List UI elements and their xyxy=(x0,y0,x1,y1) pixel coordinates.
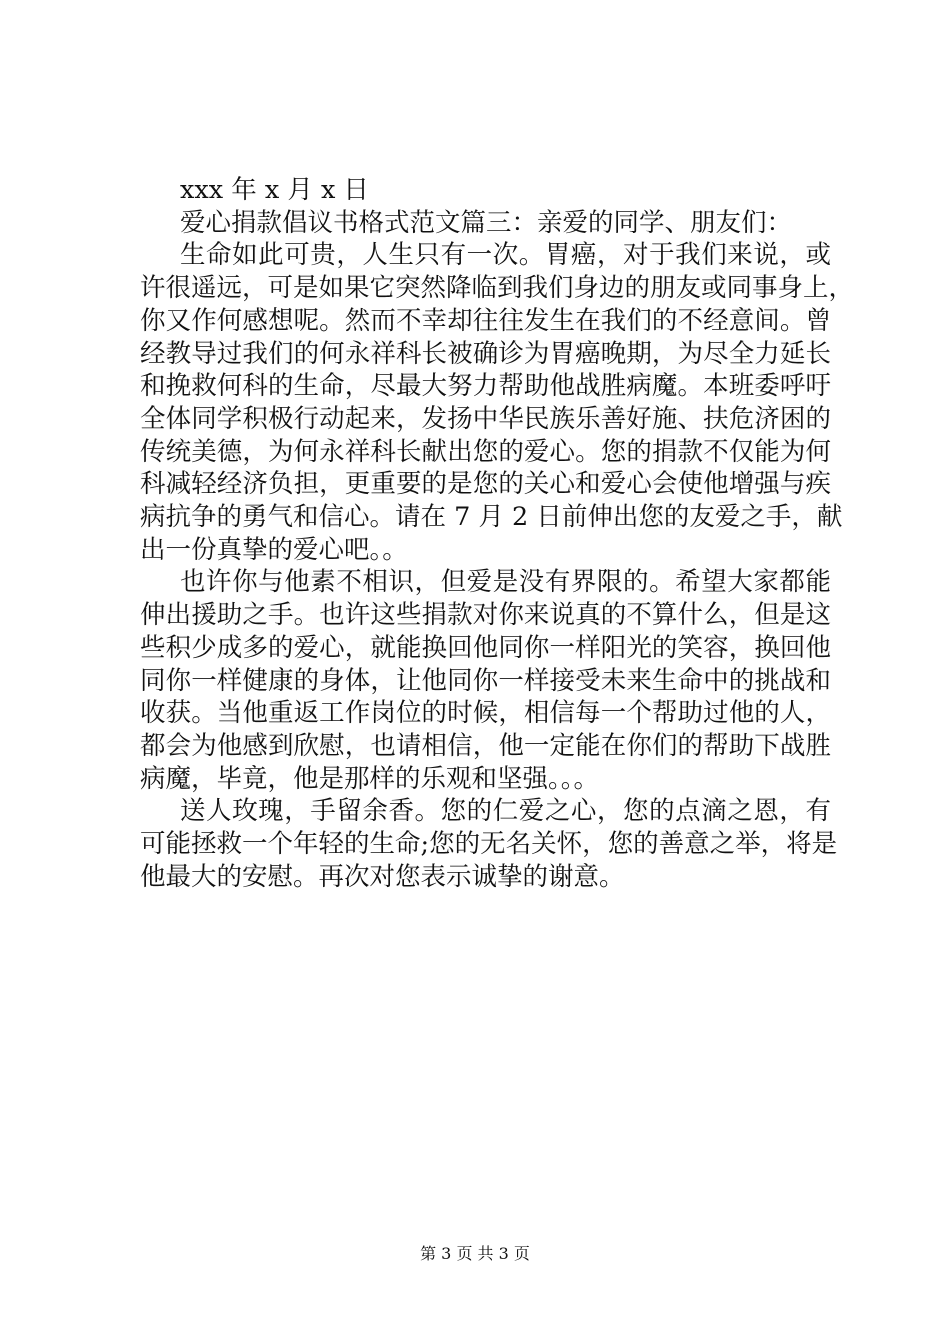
paragraph-line: 病魔，毕竟，他是那样的乐观和坚强。。。 xyxy=(140,763,600,794)
paragraph-line: 经教导过我们的何永祥科长被确诊为胃癌晚期，为尽全力延长 xyxy=(140,338,831,369)
paragraph-line: 出一份真挚的爱心吧。。 xyxy=(140,534,408,565)
heading-line: 爱心捐款倡议书格式范文篇三：亲爱的同学、朋友们： xyxy=(180,207,793,238)
paragraph-2 xyxy=(140,566,831,795)
paragraph-line: 他最大的安慰。再次对您表示诚挚的谢意。 xyxy=(140,861,625,892)
paragraph-1 xyxy=(140,239,855,566)
paragraph-line: 全体同学积极行动起来，发扬中华民族乐善好施、扶危济困的 xyxy=(140,403,831,434)
document-body xyxy=(140,174,855,893)
paragraph-line: 送人玫瑰，手留余香。您的仁爱之心，您的点滴之恩，有 xyxy=(180,796,831,827)
paragraph-line: 都会为他感到欣慰，也请相信，他一定能在你们的帮助下战胜 xyxy=(140,730,831,761)
paragraph-line: 传统美德，为何永祥科长献出您的爱心。您的捐款不仅能为何 xyxy=(140,436,831,467)
date-line: xxx 年 x 月 x 日 xyxy=(180,175,369,205)
paragraph-line: 些积少成多的爱心，就能换回他同你一样阳光的笑容，换回他 xyxy=(140,632,831,663)
paragraph-line: 收获。当他重返工作岗位的时候，相信每一个帮助过他的人， xyxy=(140,698,831,729)
page-footer xyxy=(0,1244,950,1264)
paragraph-line: 许很遥远，可是如果它突然降临到我们身边的朋友或同事身上， xyxy=(140,273,855,304)
paragraph-line: 生命如此可贵，人生只有一次。胃癌，对于我们来说，或 xyxy=(180,240,831,271)
paragraph-line: 病抗争的勇气和信心。请在 7 月 2 日前伸出您的友爱之手，献 xyxy=(140,502,843,533)
paragraph-line: 同你一样健康的身体，让他同你一样接受未来生命中的挑战和 xyxy=(140,665,831,696)
paragraph-3 xyxy=(140,795,838,893)
paragraph-line: 也许你与他素不相识，但爱是没有界限的。希望大家都能 xyxy=(180,567,831,598)
paragraph-line: 伸出援助之手。也许这些捐款对你来说真的不算什么，但是这 xyxy=(140,600,831,631)
page-indicator: 第 3 页 共 3 页 xyxy=(420,1244,530,1263)
paragraph-line: 科减轻经济负担，更重要的是您的关心和爱心会使他增强与疾 xyxy=(140,469,831,500)
paragraph-line: 和挽救何科的生命，尽最大努力帮助他战胜病魔。本班委呼吁 xyxy=(140,371,831,402)
paragraph-line: 可能拯救一个年轻的生命;您的无名关怀，您的善意之举，将是 xyxy=(140,829,838,860)
paragraph-line: 你又作何感想呢。然而不幸却往往发生在我们的不经意间。曾 xyxy=(140,305,831,336)
